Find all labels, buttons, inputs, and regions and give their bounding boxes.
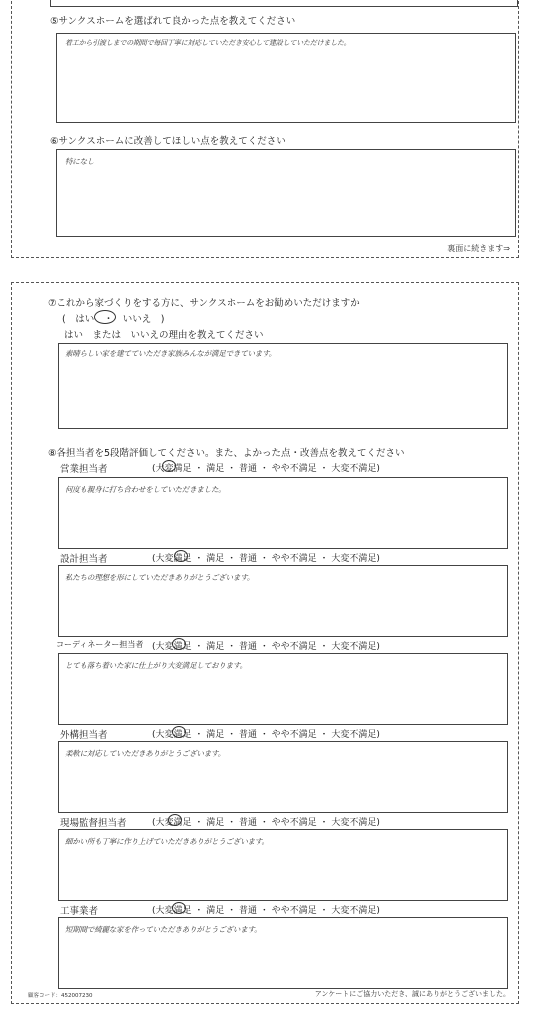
survey-page-1: [11, 0, 519, 258]
answer-staff-1: 何度も親身に打ち合わせをしていただきました。: [65, 485, 226, 494]
rating-mark-5: [168, 814, 182, 826]
staff-role-4: 外構担当者: [60, 730, 108, 741]
q7-choices: ( はい ・ いいえ ): [62, 314, 165, 325]
rating-scale-6: (大変満足 ・ 満足 ・ 普通 ・ やや不満足 ・ 大変不満足): [152, 906, 380, 916]
rating-scale-3: (大変満足 ・ 満足 ・ 普通 ・ やや不満足 ・ 大変不満足): [152, 642, 380, 652]
answer-box-staff-2: [58, 565, 508, 637]
footer-thanks: アンケートにご協力いただき、誠にありがとうございました。: [314, 990, 510, 998]
rating-mark-2: [174, 550, 188, 562]
question-6: ⑥サンクスホームに改善してほしい点を教えてください: [50, 136, 286, 147]
staff-role-1: 営業担当者: [60, 464, 108, 475]
answer-box-q5: [56, 33, 516, 123]
answer-staff-3: とても落ち着いた家に仕上がり大変満足しております。: [65, 661, 247, 670]
footer-code: 顧客コード：452007230: [28, 993, 93, 999]
answer-box-staff-4: [58, 741, 508, 813]
rating-scale-1: (大変満足 ・ 満足 ・ 普通 ・ やや不満足 ・ 大変不満足): [152, 464, 380, 474]
answer-staff-6: 短期間で綺麗な家を作っていただきありがとうございます。: [65, 925, 262, 934]
answer-q5: 着工から引渡しまでの期間で毎回丁寧に対応していただき安心して建設していただけました。: [65, 39, 351, 47]
answer-box-q7: [58, 343, 508, 429]
answer-box-staff-6: [58, 917, 508, 989]
rating-scale-5: (大変満足 ・ 満足 ・ 普通 ・ やや不満足 ・ 大変不満足): [152, 818, 380, 828]
answer-box-staff-1: [58, 477, 508, 549]
answer-staff-4: 柔軟に対応していただきありがとうございます。: [65, 749, 225, 758]
rating-mark-3: [172, 638, 186, 650]
answer-q7: 素晴らしい家を建てていただき家族みんなが満足できています。: [65, 349, 277, 358]
rating-mark-4: [172, 726, 186, 738]
staff-role-6: 工事業者: [60, 906, 99, 917]
staff-role-3: コーディネーター担当者: [56, 640, 144, 649]
answer-q6: 特になし: [65, 157, 95, 166]
answer-box-staff-3: [58, 653, 508, 725]
answer-staff-5: 細かい所も丁寧に作り上げていただきありがとうございます。: [65, 837, 269, 846]
answer-box-staff-5: [58, 829, 508, 901]
previous-answer-box: [50, 0, 518, 7]
answer-box-q6: [56, 149, 516, 237]
rating-mark-1: [162, 460, 176, 472]
staff-role-5: 現場監督担当者: [60, 818, 127, 829]
question-8: ⑧各担当者を5段階評価してください。また、よかった点・改善点を教えてください: [48, 448, 405, 459]
rating-mark-6: [172, 902, 186, 914]
survey-page-2: [11, 282, 519, 1004]
answer-staff-2: 私たちの理想を形にしていただきありがとうございます。: [65, 573, 255, 582]
rating-scale-4: (大変満足 ・ 満足 ・ 普通 ・ やや不満足 ・ 大変不満足): [152, 730, 380, 740]
yes-circle-mark: [94, 310, 116, 324]
question-5: ⑤サンクスホームを選ばれて良かった点を教えてください: [50, 16, 296, 27]
staff-role-2: 設計担当者: [60, 554, 108, 565]
q7-reason-prompt: はい または いいえの理由を教えてください: [64, 330, 264, 341]
question-7: ⑦これから家づくりをする方に、サンクスホームをお勧めいただけますか: [48, 298, 360, 309]
rating-scale-2: (大変満足 ・ 満足 ・ 普通 ・ やや不満足 ・ 大変不満足): [152, 554, 380, 564]
continue-note: 裏面に続きます⇒: [447, 244, 510, 253]
